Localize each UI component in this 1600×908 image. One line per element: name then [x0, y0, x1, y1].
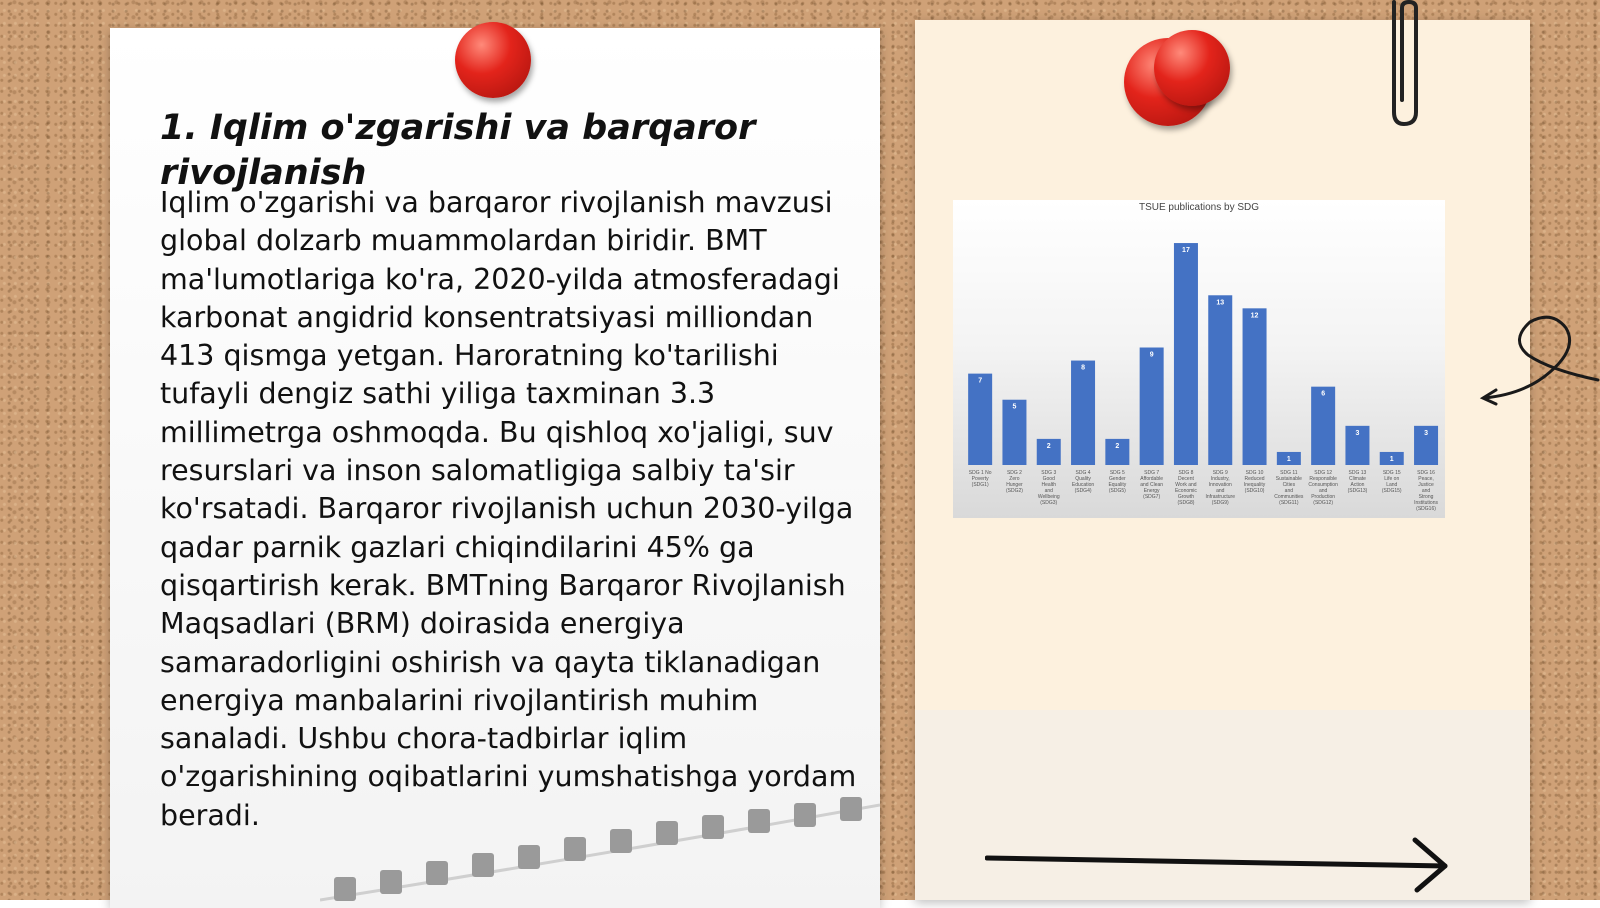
chart-category-label: SDG 10 Reduced Inequality (SDG10) — [1243, 470, 1266, 494]
chart-category-label: SDG 5 Gender Equality (SDG5) — [1108, 470, 1127, 494]
chart-data-label: 17 — [1182, 247, 1190, 255]
chart-data-label: 3 — [1424, 429, 1429, 437]
chart-category-label: SDG 4 Quality Education (SDG4) — [1071, 470, 1095, 494]
slide-title: 1. Iqlim o'zgarishi va barqaror rivojlanish — [160, 108, 756, 193]
chart-bar — [1311, 387, 1335, 465]
chart-image — [953, 200, 1445, 518]
chart-bar — [1243, 308, 1267, 465]
chart-category-label: SDG 7 Affordable and Clean Energy (SDG7) — [1140, 470, 1164, 500]
chart-data-label: 3 — [1355, 429, 1360, 437]
chart-bar — [1140, 348, 1164, 466]
chart-data-label: 6 — [1321, 390, 1326, 398]
chart-category-label: SDG 1 No Poverty (SDG1) — [968, 470, 992, 488]
chart-title: TSUE publications by SDG — [1138, 202, 1260, 213]
chart-category-label: SDG 3 Good Health and Wellbeing (SDG3) — [1037, 470, 1060, 506]
chart-bar — [1208, 295, 1232, 465]
chart-category-label: SDG 15 Life on Land (SDG15) — [1381, 470, 1402, 494]
chart-category-label: SDG 8 Decent Work and Economic Growth (SDG8) — [1174, 470, 1197, 506]
chart-data-label: 8 — [1081, 364, 1086, 372]
red-pushpin-right-front — [1154, 30, 1230, 106]
chart-category-label: SDG 11 Sustainable Cities and Communities (SDG11) — [1274, 470, 1304, 506]
chart-data-label: 7 — [978, 377, 983, 385]
chart-data-label: 13 — [1216, 299, 1225, 307]
red-pushpin-left — [455, 22, 531, 98]
chart-data-label: 1 — [1389, 455, 1394, 463]
chart-bar — [968, 374, 992, 465]
long-arrow-icon — [985, 836, 1455, 896]
chart-category-label: SDG 2 Zero Hunger (SDG2) — [1005, 470, 1023, 494]
chart-data-label: 2 — [1115, 442, 1120, 450]
chart-data-label: 2 — [1046, 442, 1051, 450]
chart-data-label: 1 — [1286, 455, 1291, 463]
chart-bar — [1174, 243, 1198, 465]
chart-data-label: 5 — [1012, 403, 1017, 411]
chart-category-label: SDG 12 Responsible Consumption and Production (SDG12) — [1308, 470, 1338, 506]
chart-data-label: 9 — [1149, 351, 1154, 359]
scribble-arrow-icon — [1470, 310, 1600, 420]
chart-data-label: 12 — [1250, 312, 1259, 320]
chart-category-label: SDG 9 Industry, Innovation and Infrastructure (SDG9) — [1205, 470, 1235, 506]
chart-bar — [1071, 361, 1095, 465]
chart-category-label: SDG 13 Climate Action (SDG13) — [1347, 470, 1368, 494]
slide-body-text: Iqlim o'zgarishi va barqaror rivojlanish mavzusi global dolzarb muammolardan biridir. BMT ma'lumotlariga ko'ra, 2020-yilda atmosferadagi karbonat angidrid konsentratsiyasi milliondan 413 qismga yetgan. Haroratning ko'tarilishi tufayli dengiz sathi yiliga taxminan 3.3 millimetrga oshmoqda. Bu qishloq xo'jaligi, suv resurslari va inson salomatligiga salbiy ta'sir ko'rsatadi. Barqaror rivojlanish uchun 2030-yilga qadar parnik gazlari chiqindilarini 45% ga qisqartirish kerak. BMTning Barqaror Rivojlanish Maqsadlari (BRM) doirasida energiya samaradorligini oshirish va qayta tiklanadigan energiya manbalarini rivojlantirish muhim sanaladi. Ushbu chora-tadbirlar iqlim o'zgarishining oqibatlarini yumshatishga yordam beradi. — [160, 186, 857, 832]
chart-category-label: SDG 16 Peace, Justice and Strong Institutions (SDG16) — [1414, 470, 1439, 512]
bar-chart — [953, 200, 1445, 518]
paperclip-icon — [1372, 0, 1432, 130]
